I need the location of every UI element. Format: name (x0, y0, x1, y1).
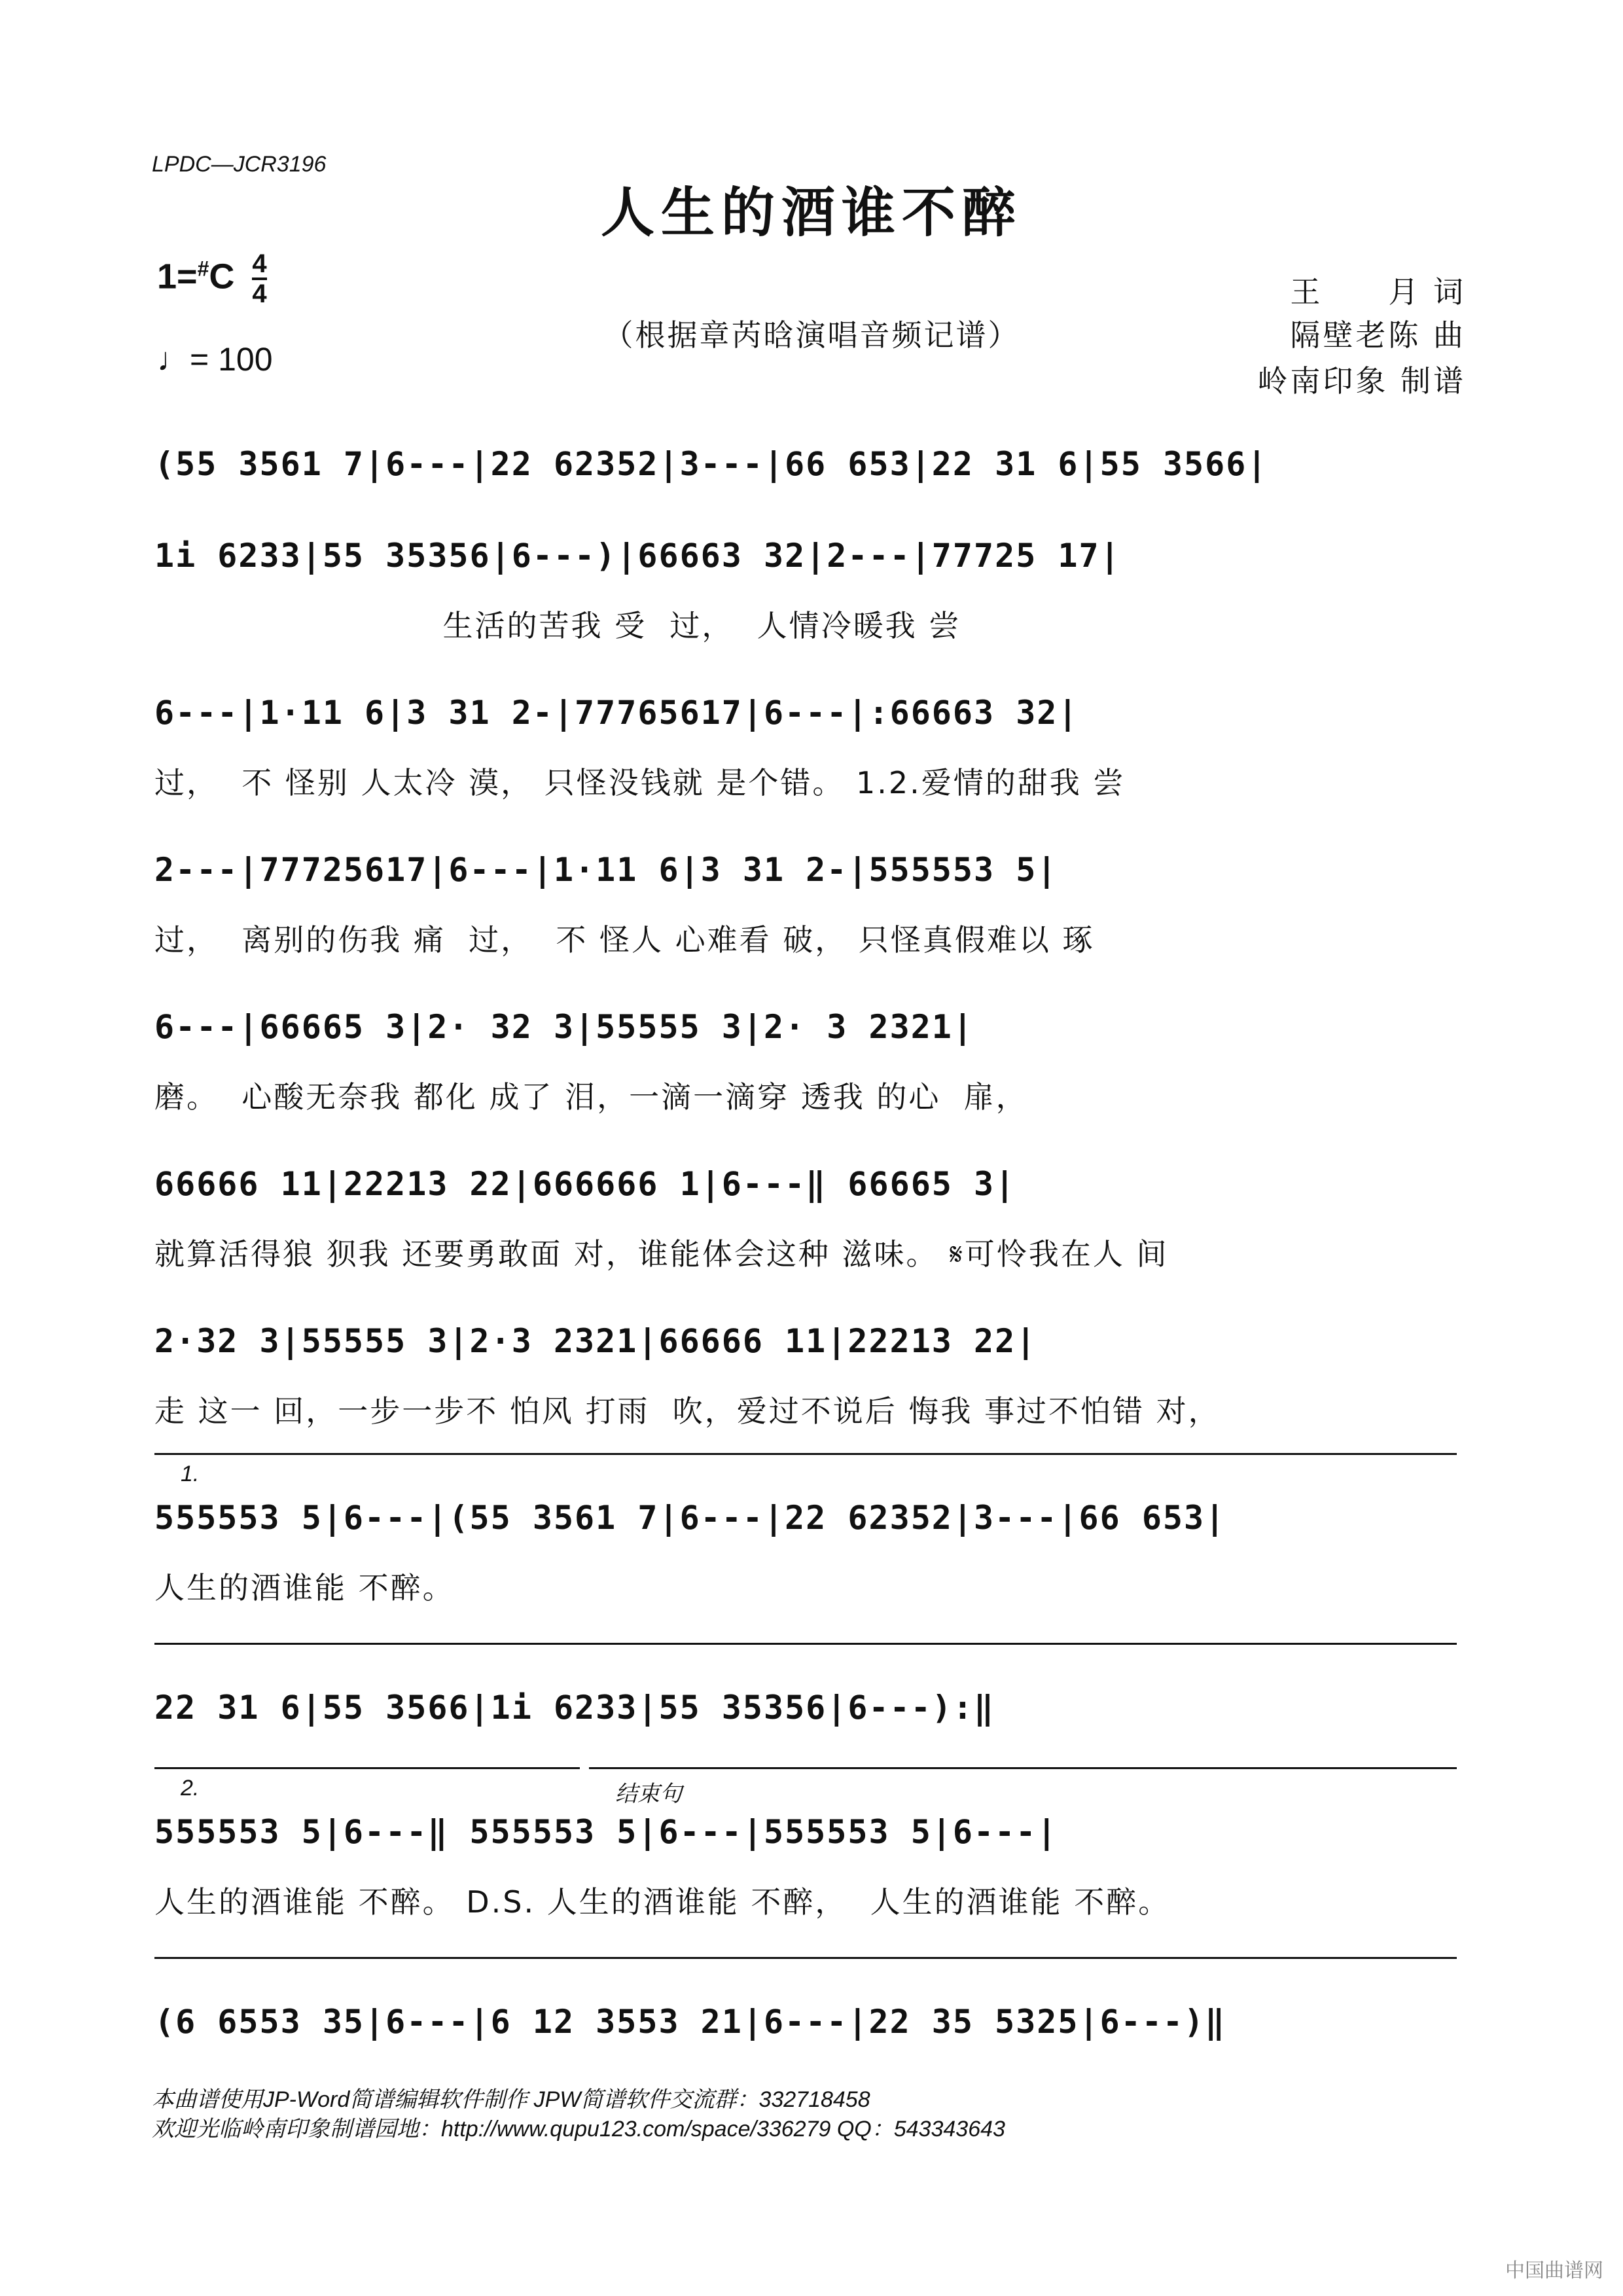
staff-line-11: (6 6553 35|6---|6 12 3553 21|6---|22 35 5325|6---)‖ (154, 2003, 1226, 2041)
page-title: 人生的酒谁不醉 (600, 181, 1022, 244)
footer-line-2: 欢迎光临岭南印象制谱园地：http://www.qupu123.com/space/336279 QQ：543343643 (152, 2117, 1005, 2142)
sharp-sign: # (197, 257, 209, 281)
staff-line-6: 66666 11|22213 22|666666 1|6---‖ 66665 3| (154, 1165, 1016, 1203)
composer-credit: 隔壁老陈 曲 (1290, 317, 1466, 353)
key-note: C (209, 257, 235, 296)
volta-1-label: 1. (181, 1462, 200, 1486)
staff-line-8: 555553 5|6---|(55 3561 7|6---|22 62352|3---|66 653| (154, 1499, 1226, 1537)
coda-bracket (154, 1957, 1457, 1959)
lyric-line-4: 过， 离别的伤我 痛 过， 不 怪人 心难看 破， 只怪真假难以 琢 (154, 922, 1095, 958)
lyric-line-6: 就算活得狼 狈我 还要勇敢面 对，谁能体会这种 滋味。 𝄋可怜我在人 间 (154, 1236, 1169, 1272)
staff-line-4: 2---|77725617|6---|1·11 6|3 31 2-|555553 5| (154, 851, 1058, 889)
volta-continuation (154, 1643, 1457, 1645)
lyric-line-8: 人生的酒谁能 不醉。 (154, 1570, 455, 1605)
volta-bracket-2 (154, 1767, 580, 1808)
staff-line-5: 6---|66665 3|2· 32 3|55555 3|2· 3 2321| (154, 1008, 974, 1046)
time-bottom: 4 (252, 279, 267, 308)
footer-line-1: 本曲谱使用JP-Word简谱编辑软件制作 JPW简谱软件交流群：332718458 (152, 2087, 870, 2112)
source-note: （根据章芮晗演唱音频记谱） (603, 317, 1020, 353)
volta-bracket-1 (154, 1453, 1457, 1494)
score-code: LPDC—JCR3196 (152, 152, 327, 177)
lyric-line-10: 人生的酒谁能 不醉。 D.S. 人生的酒谁能 不醉， 人生的酒谁能 不醉。 (154, 1884, 1171, 1920)
lyric-line-3: 过， 不 怪别 人太冷 漠， 只怪没钱就 是个错。 1.2.爱情的甜我 尝 (154, 765, 1126, 800)
watermark: 中国曲谱网 (1505, 2259, 1603, 2282)
staff-line-1: (55 3561 7|6---|22 62352|3---|66 653|22 31 6|55 3566| (154, 445, 1268, 483)
staff-line-7: 2·32 3|55555 3|2·3 2321|66666 11|22213 22| (154, 1322, 1037, 1360)
volta-2-label: 2. (181, 1776, 200, 1801)
staff-line-10: 555553 5|6---‖ 555553 5|6---|555553 5|6---| (154, 1813, 1058, 1851)
arranger-credit: 岭南印象 制谱 (1257, 363, 1466, 399)
staff-line-9: 22 31 6|55 3566|1i 6233|55 35356|6---):‖ (154, 1689, 995, 1727)
lyric-line-2: 生活的苦我 受 过， 人情冷暖我 尝 (154, 608, 961, 643)
ending-bracket (589, 1767, 1457, 1808)
time-top: 4 (252, 250, 266, 280)
ending-label: 结束句 (615, 1782, 682, 1806)
lyric-line-5: 磨。 心酸无奈我 都化 成了 泪，一滴一滴穿 透我 的心 扉， (154, 1079, 1028, 1115)
lyricist-credit: 王 月 词 (1290, 274, 1466, 310)
staff-line-3: 6---|1·11 6|3 31 2-|77765617|6---|:66663 32| (154, 694, 1079, 732)
time-signature (252, 250, 266, 308)
key-prefix: 1= (157, 257, 198, 296)
tempo-mark: ♩= 100 (157, 341, 273, 378)
key-signature (157, 250, 267, 308)
staff-line-2: 1i 6233|55 35356|6---)|66663 32|2---|77725 17| (154, 537, 1121, 575)
lyric-line-7: 走 这一 回，一步一步不 怕风 打雨 吹，爱过不说后 悔我 事过不怕错 对， (154, 1393, 1221, 1429)
